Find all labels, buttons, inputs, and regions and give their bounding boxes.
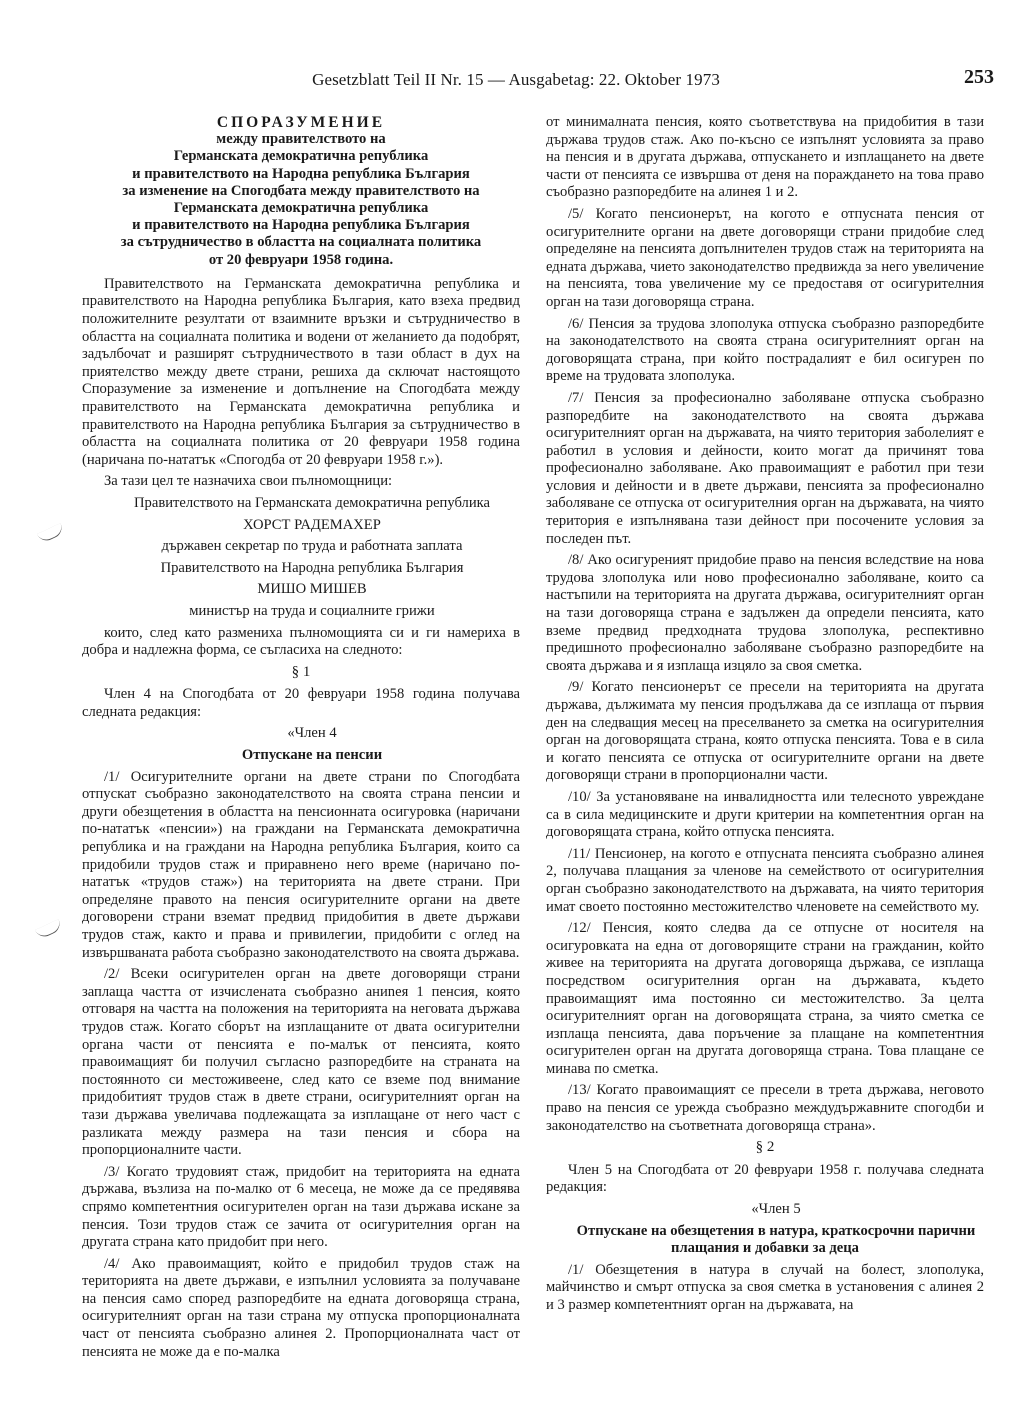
header-title: Gesetzblatt Teil II Nr. 15 — Ausgabetag: 22. Oktober 1973 bbox=[312, 70, 720, 89]
article-4-paragraph: /12/ Пенсия, която следва да се отпусне от носителя на осигуровката на една от договорящите страни на гражданин, който живее на територията на другата договоряща държава, се изплаща посредством осигурителния орган на държавата, където правоимащият има постоянно си местожителство. За целта осигурителният орган на договорящата страна, за чиято сметка се изплаща пенсията, дава поръчение за плащане на компетентния осигурителен орган на другата договоряща страна. Това плащане се минава по сметка. bbox=[546, 920, 984, 1077]
left-column bbox=[82, 114, 520, 1365]
margin-mark bbox=[35, 919, 63, 940]
article-4-intro: Член 4 на Спогодбата от 20 февруари 1958 година получава следната редакция: bbox=[82, 686, 520, 720]
article-4-paragraph: /2/ Всеки осигурителен орган на двете договорящи страни заплаща частта от изчислената съобразно аниnея 1 пенсия, която отговаря на частта на положения на територията на неговата държава трудов стаж. Когато сборът на изплащаните от двата осигурителни органа части от пенсията е по-малък от пенсията, която правоимащият би получил съгласно разпоредбите на страната на постоянното си местоживеене, след като се вземе под внимание придобитият трудов стаж в двете страни, осигурителният орган на тази държава увеличава подлежащата за изплащане от него част с разликата между размера на тази пенсия и сбора на пропорционалните части. bbox=[82, 966, 520, 1159]
article-4-paragraph: /13/ Когато правоимащият се пресели в трета държава, неговото право на пенсия се урежда съобразно междудържавните спогодби и законодателство на съответната договоряща страна». bbox=[546, 1082, 984, 1134]
title-line: Германската демократична република bbox=[173, 200, 429, 217]
bg-government: Правителството на Народна република България bbox=[160, 559, 464, 576]
article-5-heading: Отпускане на обезщетения в натура, краткосрочни парични плащания и добавки за деца bbox=[576, 1222, 976, 1257]
article-4-title: «Член 4 bbox=[287, 725, 337, 742]
gdr-government: Правителството на Германската демократична република bbox=[134, 494, 490, 511]
plenipotentiaries-intro: За тази цел те назначиха свои пълномощници: bbox=[104, 473, 393, 490]
agreement-title bbox=[82, 114, 520, 269]
title-line: за сътрудничество в областта на социалната политика bbox=[120, 234, 482, 251]
gdr-representative-title: държавен секретар по труда и работната заплата bbox=[161, 538, 463, 555]
section-1-heading: § 1 bbox=[291, 663, 311, 680]
section-2-heading: § 2 bbox=[755, 1139, 775, 1156]
title-line: за изменение на Спогодбата между правителството на bbox=[122, 182, 480, 199]
bg-representative: МИШО МИШЕВ bbox=[257, 581, 367, 598]
article-4-paragraph: от минималната пенсия, която съответствува на придобития в тази държава трудов стаж. Ако по-късно се изпълнят условията за право на пенсия и в другата държава, отпускането и изплащането на двете части от пенсията се извършва от деня на пораждането на това право съобразно разпоредбите на алинея 1 и 2. bbox=[546, 114, 984, 201]
page-header bbox=[38, 66, 994, 94]
article-4-paragraph: /10/ За установяване на инвалидността или телесното увреждане са в сила медицинските и други критерии на компетентния орган на договорящата страна, който отпуска пенсията. bbox=[546, 788, 984, 841]
article-5-paragraph: /1/ Обезщетения в натура в случай на болест, злополука, майчинство и смърт отпуска за своя сметка в установения с алинея 2 и 3 размер компетентният орган на държавата, на bbox=[546, 1261, 984, 1313]
article-4-paragraph: /4/ Ако правоимащият, който е придобил трудов стаж на територията на двете държави, е изпълнил условията за получаване на пенсия само според разпоредбите на едната договоряща страна, осигурителният орган на тази страна му отпуска пропорционалната част от пенсията съобразно алинея 2. Пропорционалната част от пенсията не може да е по-малка bbox=[82, 1255, 520, 1360]
title-line: от 20 февруари 1958 година. bbox=[208, 251, 394, 268]
title-line: СПОРАЗУМЕНИЕ bbox=[216, 114, 386, 131]
margin-mark bbox=[37, 523, 65, 544]
article-4-paragraph: /8/ Ако осигуреният придобие право на пенсия вследствие на нова трудова злополука или ново професионално заболяване, които са настъпили на територията на другата държава, осигурителният орган на тази договоряща страна е задължен да определи пенсията, като вземе предвид предходната трудова злополука, респективно предишното професионално заболяване съобразно разпоредбите на своята държава и я изплаща изцяло за своя сметка. bbox=[546, 552, 984, 674]
article-4-paragraph: /6/ Пенсия за трудова злополука отпуска съобразно разпоредбите на законодателството на своята страна осигурителният орган на договорящата страна, при който пострадалият е бил осигурен по време на трудовата злополука. bbox=[546, 315, 984, 385]
article-5-title: «Член 5 bbox=[751, 1201, 801, 1218]
article-4-paragraph: /11/ Пенсионер, на когото е отпусната пенсията съобразно алинея 2, получава плащания за членове на семейството от осигурителния орган съобразно законодателството на държавата, на чиято територия имат своето постоянно местожителство членовете на семейството му. bbox=[546, 845, 984, 915]
preamble: Правителството на Германската демократична република и правителството на Народна република България, като взеха предвид положителните резултати от взаимните връзки и сътрудничество в областта на социалната политика и водени от желанието да подобрят, задълбочат и разширят сътрудничеството в тази област в дух на приятелство между двете страни, решиха да сключат настоящото Споразумение за изменение и допълнение на Спогодбата между правителството на Германската демократична република и правителството на Народна република България за сътрудничество в областта на социалната политика от 20 февруари 1958 година (наричана по-нататък «Спогодба от 20 февруари 1958 г.»). bbox=[82, 275, 520, 468]
article-4-paragraph: /5/ Когато пенсионерът, на когото е отпусната пенсия от осигурителните органи на двете договорящи страни придобие след определяне на пенсията допълнителен трудов стаж на територията на едната държава, чието законодателство предвижда за него увеличение на пенсията, това увеличение му се предоставя от осигурителния орган на тази договоряща страна. bbox=[546, 205, 984, 310]
article-4-paragraph: /7/ Пенсия за професионално заболяване отпуска съобразно разпоредбите на законодателството на своята държава осигурителният орган на държавата, на чиято територия заболелият е работил в условия и дейности, които могат да причинят това професионално заболяване. Ако правоимащият е работил при тези условия и дейности и в двете държави, пенсията за професионално заболяване се отпуска от осигурителния орган на държавата, на чиято територия е изпълнявана тази дейност при посочените условия за последен път. bbox=[546, 389, 984, 547]
article-4-heading: Отпускане на пенсии bbox=[241, 747, 383, 764]
title-line: и правителството на Народна република България bbox=[132, 165, 470, 182]
agreement-clause: които, след като размениха пълномощията си и ги намериха в добра и надлежна форма, се съгласиха на следното: bbox=[82, 624, 520, 659]
title-line: между правителството на bbox=[216, 131, 386, 148]
title-line: Германската демократична република bbox=[173, 148, 429, 165]
article-4-paragraph: /9/ Когато пенсионерът се пресели на територията на другата държава, дължимата му пенсия продължава да се изплаща от първия ден на следващия месец на преселването за сметка на осигурителния орган на договорящата страна, която отпуска пенсията. Това е в сила и когато пенсията се отпуска от осигурителните органи на двете договорящи страни в пропорционални части. bbox=[546, 679, 984, 784]
article-4-paragraph: /1/ Осигурителните органи на двете страни по Спогодбата отпускат съобразно законодателството на своята страна пенсии и други обезщетения в областта на пенсионната осигуровка (наричани по-нататък «пенсии») на граждани на Германската демократична република и на граждани на Народна република България, които са придобили трудов стаж и приравнено него време (наричано по-нататък «трудов стаж») на територията на двете страни. При определяне правото на пенсия осигурителните органи на двете договорени страни вземат предвид придобития в двете държави трудов стаж, както и права и привилегии, придобити с оглед на извършваната работа съобразно законодателството на своята държава. bbox=[82, 768, 520, 961]
article-4-paragraph: /3/ Когато трудовият стаж, придобит на територията на едната държава, възлиза на по-малко от 6 месеца, не може да се предявява спрямо компетентния осигурителен орган на тази държава искане за пенсия. Този трудов стаж се зачита от осигурителния орган на другата страна като придобит при него. bbox=[82, 1163, 520, 1251]
page-number: 253 bbox=[964, 66, 994, 88]
article-5-intro: Член 5 на Спогодбата от 20 февруари 1958 г. получава следната редакция: bbox=[546, 1161, 984, 1196]
right-column bbox=[546, 114, 984, 1319]
title-line: и правителството на Народна република България bbox=[132, 217, 470, 234]
bg-representative-title: министър на труда и социалните грижи bbox=[189, 602, 435, 619]
gdr-representative: ХОРСТ РАДЕМАХЕР bbox=[243, 516, 381, 533]
